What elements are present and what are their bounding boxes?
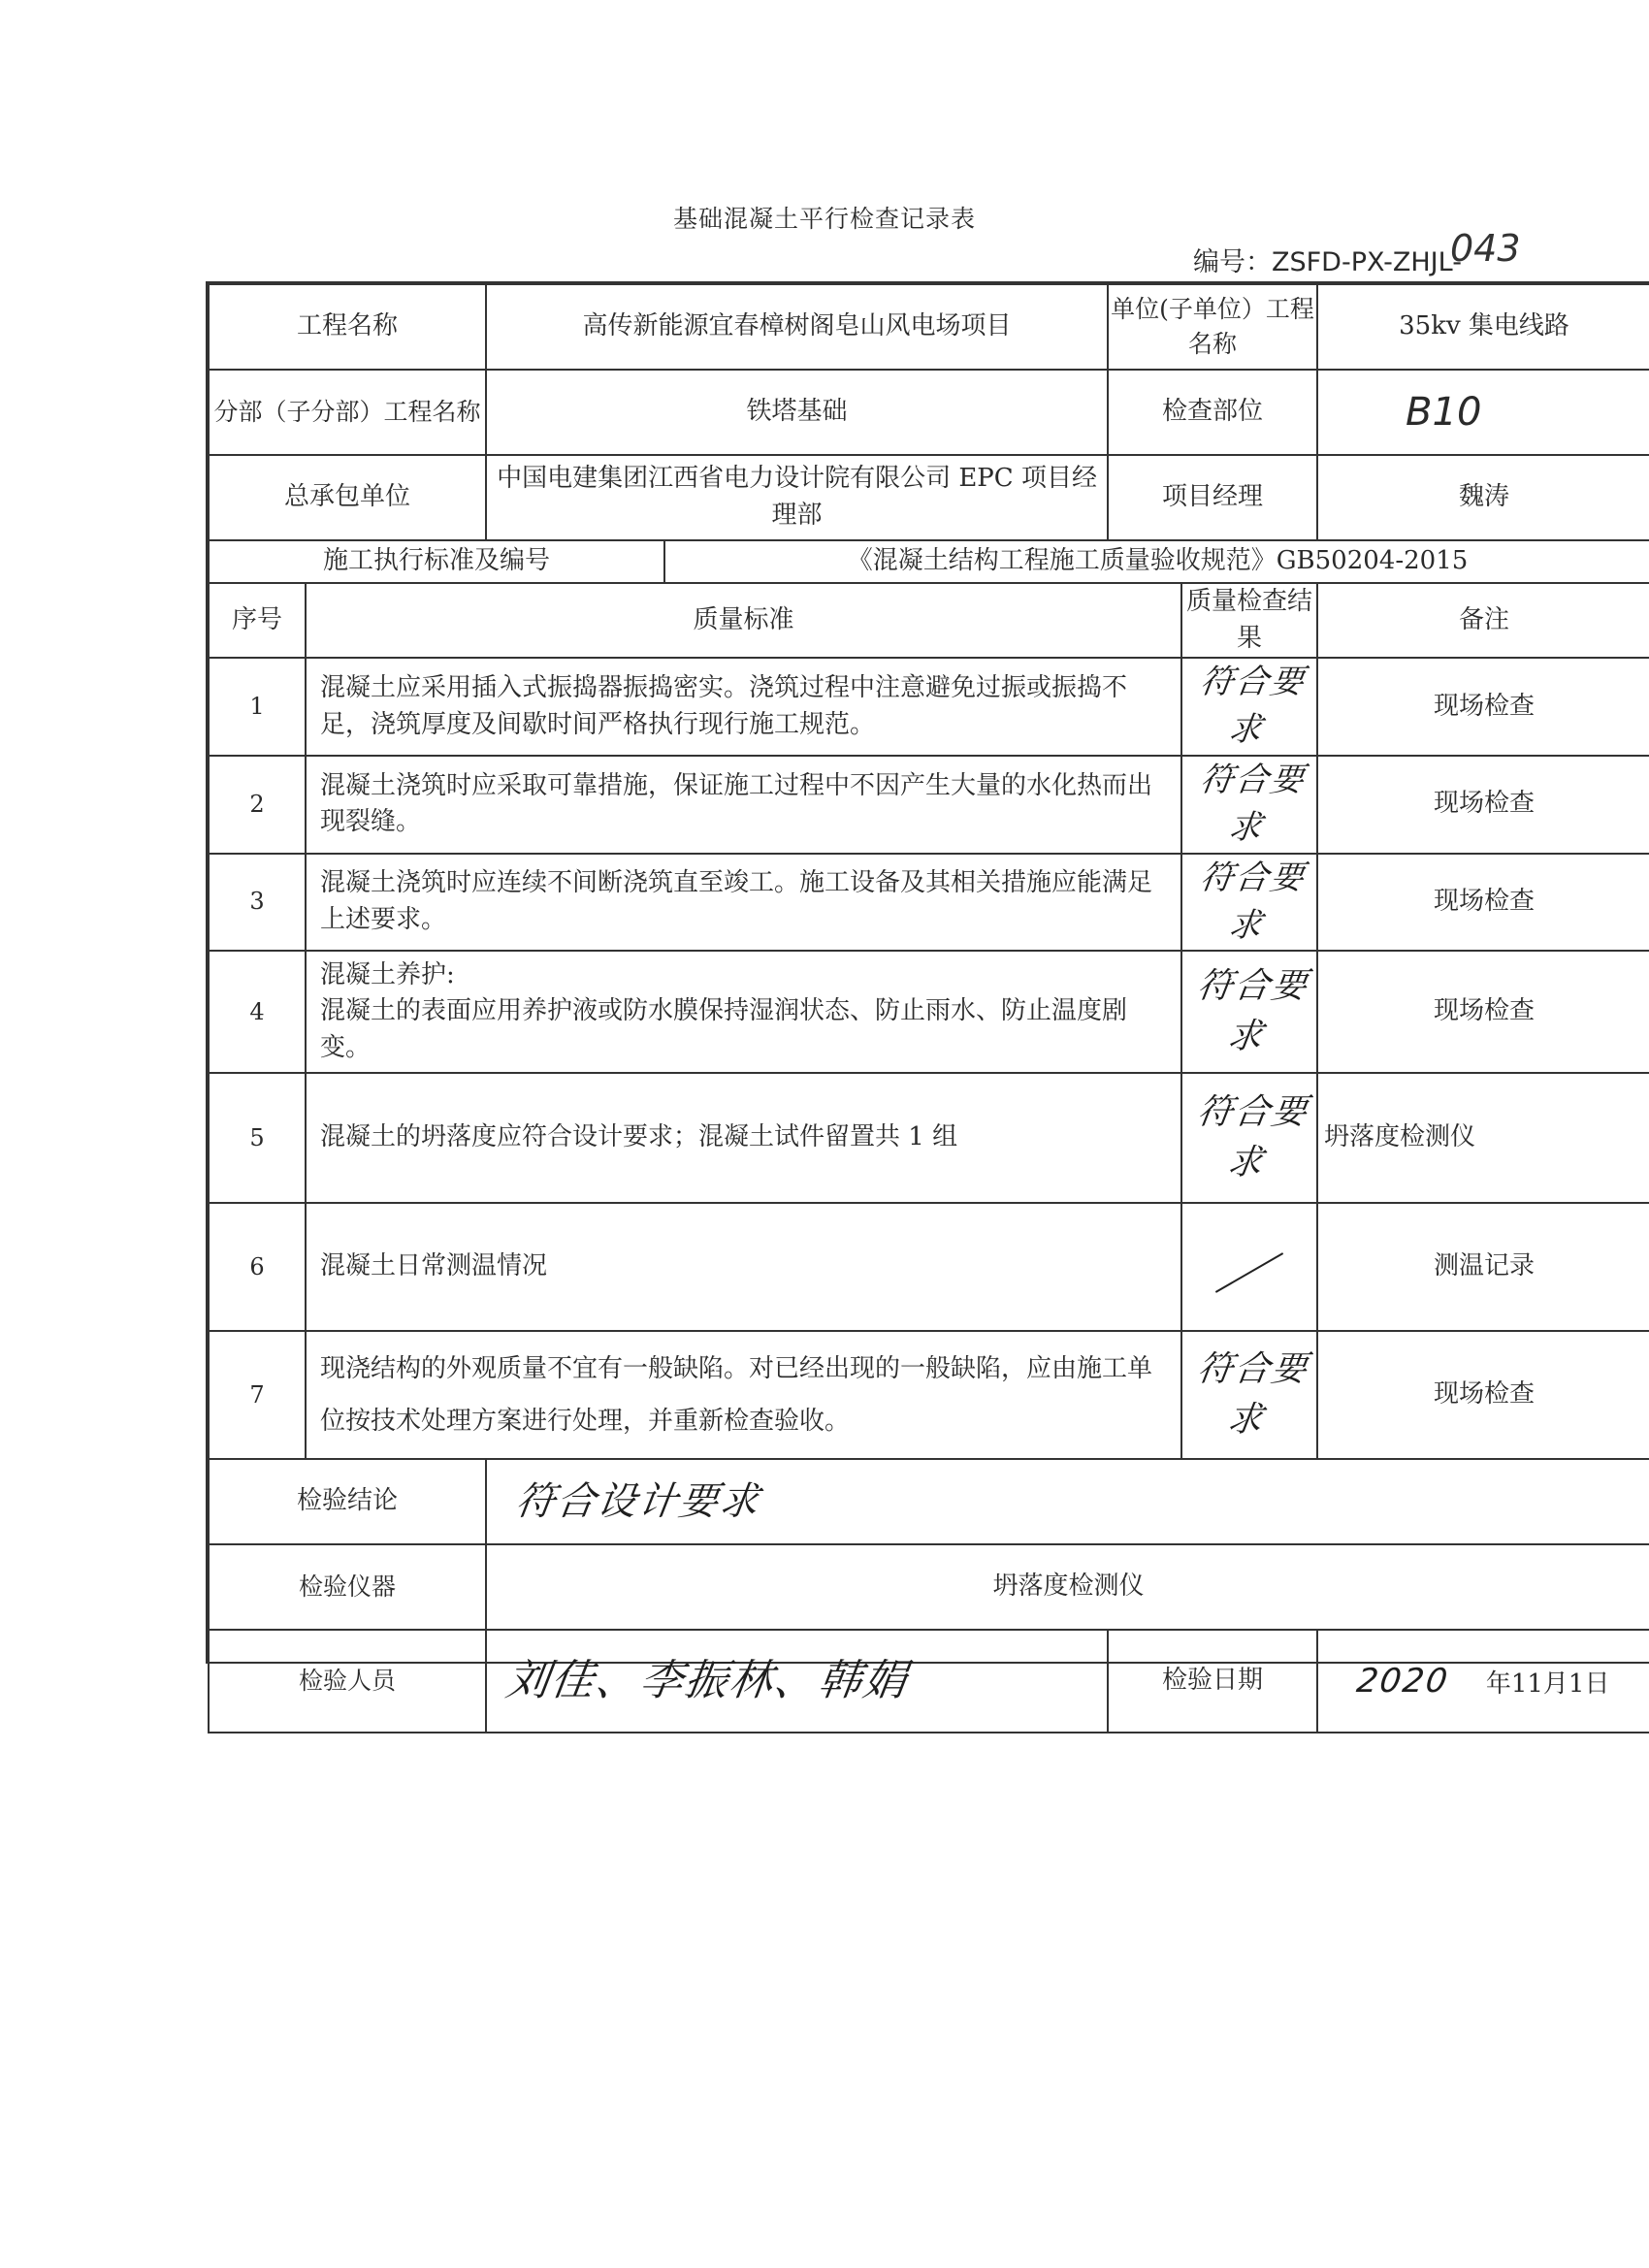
contractor-label: 总承包单位 <box>209 455 486 540</box>
header-row-contractor <box>209 455 1649 540</box>
row-standard: 混凝土应采用插入式振捣器振捣密实。浇筑过程中注意避免过振或振捣不足，浇筑厚度及间歇时间严格执行现行施工规范。 <box>306 658 1181 756</box>
row-number: 6 <box>209 1203 306 1331</box>
row-result: 符合要求 <box>1181 854 1317 952</box>
date-label: 检验日期 <box>1108 1630 1317 1733</box>
inspect-location-value: B10 <box>1317 370 1649 455</box>
row-result: 符合要求 <box>1181 951 1317 1073</box>
table-row <box>209 756 1649 854</box>
conclusion-row <box>209 1459 1649 1544</box>
row-result-empty-slash <box>1181 1203 1317 1331</box>
row-number: 2 <box>209 756 306 854</box>
unit-value: 35kv 集电线路 <box>1317 284 1649 370</box>
contractor-value: 中国电建集团江西省电力设计院有限公司 EPC 项目经理部 <box>486 455 1108 540</box>
date-suffix: 年11月1日 <box>1485 1669 1610 1699</box>
slash-mark <box>1215 1252 1283 1293</box>
row-note: 现场检查 <box>1317 854 1649 952</box>
instrument-value: 坍落度检测仪 <box>486 1544 1649 1630</box>
table-row <box>209 951 1649 1073</box>
inspection-table <box>208 283 1649 1733</box>
inspectors-signatures: 刘佳、李振林、韩娟 <box>486 1630 1108 1733</box>
manager-label: 项目经理 <box>1108 455 1317 540</box>
subproject-value: 铁塔基础 <box>486 370 1108 455</box>
document-code: 编号：ZSFD-PX-ZHJL- <box>1193 247 1462 277</box>
header-row-project <box>209 284 1649 370</box>
instrument-row <box>209 1544 1649 1630</box>
col-header-result: 质量检查结果 <box>1181 583 1317 658</box>
row-note: 现场检查 <box>1317 658 1649 756</box>
row-number: 7 <box>209 1331 306 1459</box>
row-note: 坍落度检测仪 <box>1317 1073 1649 1203</box>
date-value <box>1317 1630 1649 1733</box>
row-number: 1 <box>209 658 306 756</box>
table-row <box>209 1203 1649 1331</box>
row-note: 现场检查 <box>1317 951 1649 1073</box>
row-standard: 混凝土浇筑时应采取可靠措施，保证施工过程中不因产生大量的水化热而出现裂缝。 <box>306 756 1181 854</box>
column-header-row <box>209 583 1649 658</box>
row-note: 现场检查 <box>1317 1331 1649 1459</box>
handwritten-code-number: 043 <box>1450 227 1521 270</box>
unit-label: 单位(子单位）工程名称 <box>1108 284 1317 370</box>
project-name-label: 工程名称 <box>209 284 486 370</box>
inspect-location-label: 检查部位 <box>1108 370 1317 455</box>
standard-label: 施工执行标准及编号 <box>209 540 664 583</box>
table-row <box>209 1073 1649 1203</box>
header-row-subproject <box>209 370 1649 455</box>
row-result: 符合要求 <box>1181 756 1317 854</box>
subproject-label: 分部（子分部）工程名称 <box>209 370 486 455</box>
inspector-row <box>209 1630 1649 1733</box>
row-standard: 混凝土的坍落度应符合设计要求；混凝土试件留置共 1 组 <box>306 1073 1181 1203</box>
row-number: 5 <box>209 1073 306 1203</box>
inspector-label: 检验人员 <box>209 1630 486 1733</box>
row-standard: 现浇结构的外观质量不宜有一般缺陷。对已经出现的一般缺陷，应由施工单位按技术处理方案进行处理，并重新检查验收。 <box>306 1331 1181 1459</box>
col-header-no: 序号 <box>209 583 306 658</box>
row-number: 4 <box>209 951 306 1073</box>
standard-value: 《混凝土结构工程施工质量验收规范》GB50204-2015 <box>664 540 1649 583</box>
row-result: 符合要求 <box>1181 1073 1317 1203</box>
document-title: 基础混凝土平行检查记录表 <box>672 205 976 233</box>
table-row <box>209 854 1649 952</box>
inspection-table-wrapper <box>206 281 1649 1706</box>
manager-value: 魏涛 <box>1317 455 1649 540</box>
row-standard: 混凝土浇筑时应连续不间断浇筑直至竣工。施工设备及其相关措施应能满足上述要求。 <box>306 854 1181 952</box>
row-note: 测温记录 <box>1317 1203 1649 1331</box>
col-header-standard: 质量标准 <box>306 583 1181 658</box>
row-result: 符合要求 <box>1181 1331 1317 1459</box>
row-number: 3 <box>209 854 306 952</box>
instrument-label: 检验仪器 <box>209 1544 486 1630</box>
conclusion-label: 检验结论 <box>209 1459 486 1544</box>
header-row-standard <box>209 540 1649 583</box>
table-row <box>209 658 1649 756</box>
row-result: 符合要求 <box>1181 658 1317 756</box>
table-row <box>209 1331 1649 1459</box>
row-note: 现场检查 <box>1317 756 1649 854</box>
col-header-note: 备注 <box>1317 583 1649 658</box>
conclusion-value: 符合设计要求 <box>486 1459 1649 1544</box>
row-standard: 混凝土养护: 混凝土的表面应用养护液或防水膜保持湿润状态、防止雨水、防止温度剧变。 <box>306 951 1181 1073</box>
project-name-value: 高传新能源宜春樟树阁皂山风电场项目 <box>486 284 1108 370</box>
row-standard: 混凝土日常测温情况 <box>306 1203 1181 1331</box>
date-year: 2020 <box>1354 1661 1452 1701</box>
